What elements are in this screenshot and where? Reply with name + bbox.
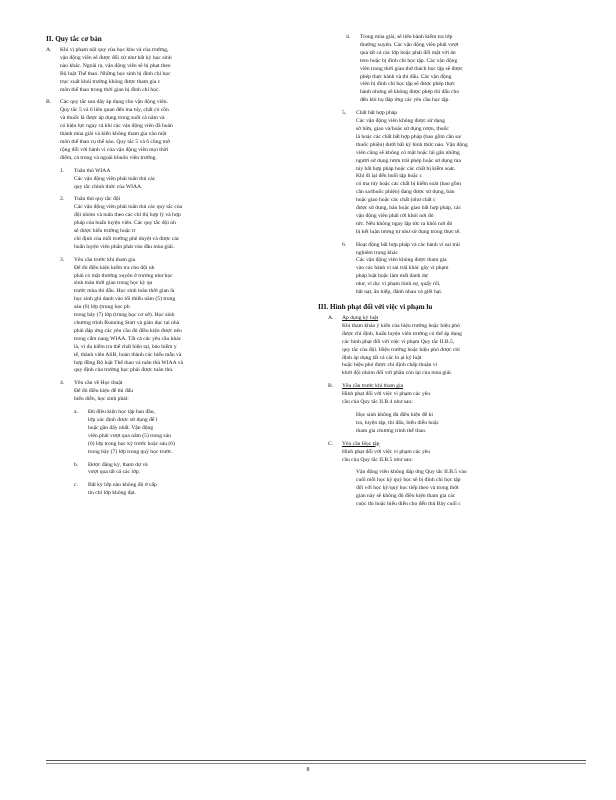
text-line: và thuốc lá được áp dụng trong suốt cả năm và (60, 115, 165, 122)
text-line: Các vận động viên không được sử dụng (356, 118, 446, 125)
text-line: pháp luật hoặc làm mất danh dự (356, 273, 428, 280)
text-line: nghiêm trọng khác (356, 249, 398, 256)
text-line: hoặc gần đây nhất. Vận động (88, 424, 154, 431)
text-line: túy bất hợp pháp hoặc các chất bị kiểm soát. (356, 165, 456, 172)
text-line: sở hữu, giao và/hoặc sử dụng rượu, thuốc (356, 125, 449, 132)
text-line: cầu của Quy tắc II.B.5 như sau: (342, 456, 413, 463)
text-line: có ma túy hoặc các chất bị kiểm soát (bao gồm (356, 181, 462, 188)
item-title: Chất bất hợp pháp (356, 110, 398, 117)
text-line: cầu của Quy tắc II.B.4 như sau: (342, 399, 413, 406)
footer-rule-thin (46, 763, 586, 764)
text-line: Bất kỳ lớp nào không đủ ở cấp (88, 482, 157, 489)
sub-item-label: c. (74, 482, 78, 489)
text-line: bắt nạt, ăn hiếp, đánh nhau và giết hại. (356, 289, 443, 296)
rule-A-label: A. (46, 47, 52, 53)
text-line: chỉ định của mỗi trường phê duyệt và được các (74, 235, 180, 242)
item-title: Yêu cầu trước khi tham gia (74, 256, 136, 263)
text-line: Học sinh không đủ điều kiện để ki (356, 411, 433, 418)
text-line: qua tất cả các lớp hoặc phải đối mặt với án (360, 49, 456, 56)
text-line: được sử dụng, bán hoặc giao bất hợp pháp, các (356, 205, 462, 212)
text-line: các hình phạt đối với việc vi phạm Quy tắc II.B.5, (342, 338, 455, 345)
text-line: Các vận động viên phải tuân thủ các quy tắc của (74, 204, 183, 211)
penalty-title: Yêu cầu Học tập (342, 440, 380, 447)
item-label: 3. (60, 256, 65, 263)
text-line: vận động viên sẽ được đối xử như bất kỳ học sinh (60, 54, 172, 61)
text-line: Để đủ điều kiện kiểm tra cho đội nh (74, 264, 155, 271)
text-line: định áp dụng tất cả các lo ại kỷ luật (342, 354, 422, 361)
penalty-title: Yêu cầu trước khi tham gia (342, 383, 404, 390)
text-line: viên cũng sẽ không có mặt hoặc lái gắn những (356, 149, 460, 156)
text-line: phép thực hành và thi đấu. Các vận động (360, 73, 452, 80)
sub-item-a (74, 409, 308, 456)
text-line: Các quy tắc sau đây áp dụng cho vận động viên. (60, 99, 168, 106)
sub-item-label: b. (74, 461, 79, 468)
text-line: có hiệu lực ngay cả khi các vận động viên đã hoàn (60, 123, 173, 130)
text-line: Quy tắc 5 và 6 liên quan đến ma túy, chất có cồn (60, 107, 169, 114)
text-line: viên bị đình chỉ học tập sẽ được phép thực (360, 81, 455, 88)
text-line: bị kết luận tương tự như sử dụng trong thực tế. (356, 228, 461, 235)
text-line: hành nhưng sẽ không được phép thi đấu cho (360, 89, 460, 96)
text-line: trước mùa thi đấu. Học sinh toàn thời gian là (74, 288, 175, 295)
text-line: học sinh ghi danh vào tối thiểu năm (5) trong (74, 296, 176, 303)
penalty-title: Áp dụng kỷ luật (342, 315, 379, 321)
penalty-label: B. (328, 383, 334, 390)
text-line: phải có mặt thường xuyên ở trường như học (74, 272, 173, 279)
rule-B (46, 99, 308, 162)
right-column (318, 34, 594, 509)
item-title: Tuân thủ quy tắc đội (74, 196, 121, 203)
text-line: viên trong thời gian thử thách học tập sẽ được (360, 65, 463, 72)
text-line: cần sa/thuốc phiện) đang được sử dụng, bán (356, 189, 455, 196)
text-line: lớp xác định được sử dụng để l (88, 416, 158, 423)
item-title: Yêu cầu về Học thuật (74, 380, 123, 387)
text-line: gian này sẽ không đủ điều kiện tham gia các (356, 493, 456, 500)
penalty-B (328, 383, 594, 435)
text-line: phải đáp ứng các yêu cầu đủ điều kiện được nêu (74, 327, 182, 334)
item-2 (60, 196, 308, 251)
page-number: 8 (306, 767, 310, 773)
item-label: 5. (342, 110, 347, 117)
text-line: được chỉ định, huấn luyện viên trưởng có thể áp dụng (342, 330, 462, 337)
text-line: đối với học kỳ/quý học tiếp theo và trong thời (356, 485, 459, 492)
text-line: trong bảy (7) lớp (trung học cơ sở). Học sinh (74, 312, 175, 319)
sub-item-label: a. (74, 409, 78, 416)
text-line: chương trình Running Start và giáo dục tại nhà (74, 320, 180, 326)
sub-item-c (74, 482, 308, 498)
text-line: Đủ điều kiện học tập ban đầu, (88, 409, 155, 416)
text-line: trục xuất khỏi trường không được tham gia c (60, 78, 161, 85)
penalty-A (328, 315, 594, 378)
footer-rule (46, 760, 586, 761)
text-line: rộng đối với hành vi của vận động viên mọi thời (60, 146, 169, 153)
sub-item-d (346, 34, 594, 105)
text-line: như, ví dụ: vi phạm hình sự, quấy rối, (356, 281, 441, 288)
text-line: Hình phạt đối với việc vi phạm các yêu (342, 391, 431, 398)
text-line: vận động viên phải rời khỏi nơi đó (356, 212, 434, 219)
text-line: vào các hành vi sai trái khác gây vi phạm (356, 265, 449, 272)
text-line: Để đủ điều kiện để thi đấu (74, 388, 134, 395)
text-line: vượt qua tất cả các lớp. (88, 469, 141, 476)
text-line: tham gia chương trình thể thao. (356, 427, 427, 434)
text-line: sẽ được hiểu trường hoặc tr (74, 228, 136, 235)
text-line: Các vận động viên phải tuân thủ các (74, 175, 156, 182)
text-line: tức. Nếu không ngay lập tức ra khỏi nơi đó (356, 220, 453, 227)
text-line: biểu diễn, học sinh phải: (74, 396, 129, 403)
text-line: pháp của huấn luyện viên. Các quy tắc đội nh (74, 220, 176, 227)
text-line: viên phải vượt qua năm (5) trong sáu (88, 432, 171, 439)
rule-A (46, 47, 308, 94)
text-line: là, ví dụ kiểm tra thể chất hiện tại, bảo hiểm y (74, 343, 177, 350)
item-6 (342, 242, 594, 297)
text-line: cuộc thi hoặc biểu diễn cho đến thủ Bảy cuối c (356, 501, 461, 508)
text-line: sinh toàn thời gian trong học kỳ qu (74, 280, 153, 287)
text-line: trong bảy (7) lớp trong quý học trước. (88, 448, 174, 455)
item-label: 4. (60, 380, 65, 387)
text-line: thường xuyên. Các vận động viên phải vượt (360, 41, 459, 48)
penalty-label: C. (328, 440, 334, 447)
item-label: 2. (60, 196, 65, 203)
item-1 (60, 168, 308, 192)
sub-item-label: d. (346, 34, 351, 40)
text-line: cuối mỗi học kỳ quý học sẽ bị đình chỉ học tập (356, 477, 461, 484)
text-line: hoặc hiệu phó được chỉ định chấp thuận vi (342, 362, 438, 369)
text-line: Hoạt động bất hợp pháp và các hành vi sai trái (356, 241, 460, 248)
left-column (46, 34, 308, 498)
text-line: đội nhóm và tuân theo các chỉ thị hợp lý và hợp (74, 212, 181, 219)
text-line: Trong mùa giải, sẽ tiến hành kiểm tra lớp (360, 34, 453, 40)
text-line: Khi đi lại đến buổi tập hoặc c (356, 173, 423, 180)
item-label: 6. (342, 241, 347, 248)
text-line: tra, luyện tập, thi đấu, biểu diễn hoặc (356, 419, 439, 426)
text-line: huấn luyện viên phân phát vào đầu mùa giải. (74, 243, 175, 250)
text-line: tín chỉ lớp không đạt. (88, 490, 136, 497)
text-line: treo hoặc bị đình chỉ học tập. Các vận động (360, 57, 458, 64)
text-line: Khi vị phạm nội quy của học khu và của trường, (60, 47, 169, 53)
text-line: điểm, cả trong và ngoài khuôn viên trường. (60, 154, 157, 161)
text-line: quy tắc chính thức của WIAA. (74, 183, 143, 190)
text-line: Vận động viên không đáp ứng Quy tắc II.B.5 vào (356, 469, 467, 476)
text-line: (6) lớp trong học kỳ trước hoặc sáu (6) (88, 440, 175, 447)
text-line: trong cẩm nang WIAA. Tất cả các yêu cầu khác (74, 335, 182, 342)
text-line: lá hoặc các chất bất hợp pháp (bao gồm cần sa/ (356, 133, 462, 140)
section-2-heading: II. Quy tắc cơ bản (46, 35, 102, 43)
text-line: môn thể thao trong thời gian bị đình chỉ học. (60, 86, 160, 93)
text-line: Các vận động viên không được tham gia (356, 257, 447, 264)
text-line: Bộ luật Thể thao. Những học sinh bị đình chỉ học (60, 70, 171, 77)
text-line: Hình phạt đối với việc vi phạm các yêu (342, 448, 431, 455)
section-3-heading: III. Hình phạt đối với việc vi phạm lu (318, 303, 433, 311)
rule-B-label: B. (46, 99, 52, 106)
text-line: thuốc phiện) dưới bất kỳ hình thức nào. Vận động (356, 141, 468, 148)
text-line: sáu (6) lớp (trung học ph (74, 304, 130, 311)
text-line: đến khi họ đáp ứng các yêu cầu học tập. (360, 97, 450, 104)
item-label: 1. (60, 167, 65, 174)
item-4 (60, 380, 308, 498)
text-line: quy tắc của đội. Hiệu trưởng hoặc hiệu phó được chỉ (342, 346, 460, 353)
text-line: môn thể thao cụ thể nào. Quy tắc 5 và 6 cũng mở (60, 138, 170, 145)
text-line: người sử dụng rượu trái phép hoặc sử dụng ma (356, 157, 461, 164)
penalty-C (328, 441, 594, 509)
sub-item-b (74, 462, 308, 478)
text-line: quy định của trường học phải được tuân thủ. (74, 367, 174, 374)
item-3 (60, 257, 308, 376)
text-line: Khi tham khảo ý kiến của hiệu trưởng hoặc hiệu phó (342, 322, 460, 329)
text-line: Được đăng ký, tham dự và (88, 461, 148, 468)
text-line: hợp đồng Bộ luật Thể thao và tuân thủ WIAA và (74, 359, 184, 366)
text-line: khởi đội nhóm đối với phần còn lại của mùa giải. (342, 370, 453, 377)
text-line: nào khác. Ngoài ra, vận động viên sẽ bị phạt theo (60, 62, 171, 69)
penalty-label: A. (328, 315, 334, 321)
item-title: Tuân thủ WIAA (74, 167, 111, 174)
text-line: thành mùa giải và kiến không tham gia vào một (60, 131, 167, 138)
item-5 (342, 110, 594, 237)
text-line: hoặc giao hoặc các chất (như chất c (356, 197, 436, 204)
text-line: tế, thành viên ASB, hoàn thành các biểu mẫu và (74, 351, 182, 358)
